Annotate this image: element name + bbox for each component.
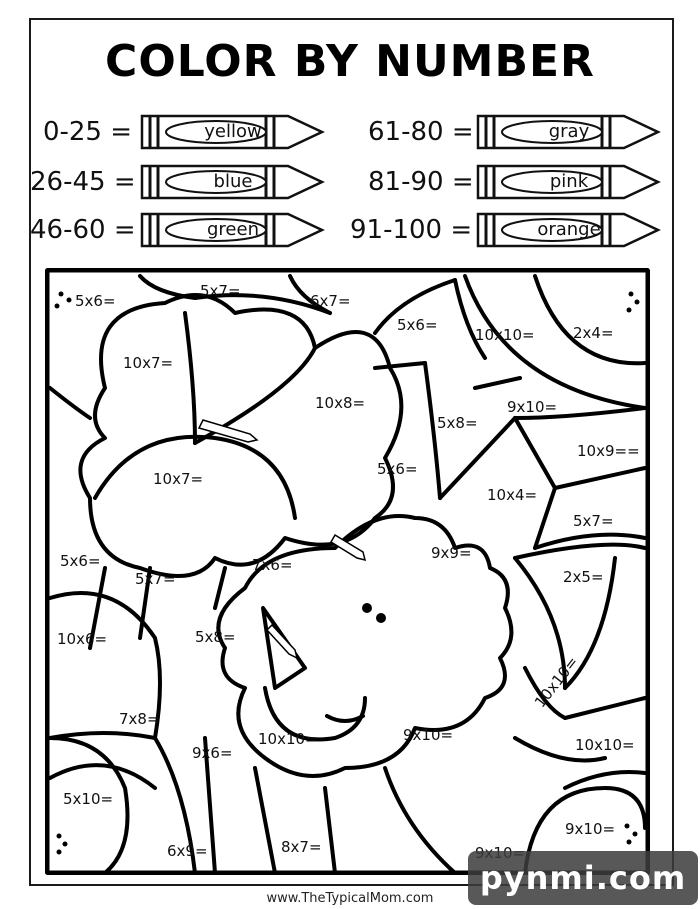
cell-label: 5x7= (200, 282, 241, 300)
cell-label: 10x7= (153, 470, 204, 488)
cell-label: 6x9= (167, 842, 208, 860)
cell-label: 5x6= (397, 316, 438, 334)
site-url: www.TheTypicalMom.com (266, 891, 434, 906)
legend-row (368, 162, 662, 202)
cell-label: 10x6= (57, 630, 108, 648)
cell-label: 10x4= (487, 486, 538, 504)
legend-row (30, 210, 326, 250)
cell-label: 2x4= (573, 324, 614, 342)
cell-label: 5x10= (63, 790, 114, 808)
legend-range: 61-80 = (368, 117, 474, 147)
crayon-icon (138, 210, 326, 250)
cell-label: 10x10= (258, 730, 318, 748)
cell-label: 7x8= (119, 710, 160, 728)
legend-range: 91-100 = (350, 215, 473, 245)
cell-label: 10x8= (315, 394, 366, 412)
cell-label: 9x10= (403, 726, 454, 744)
cell-label: 5x7= (573, 512, 614, 530)
cell-label: 5x6= (60, 552, 101, 570)
cell-label: 5x8= (195, 628, 236, 646)
cell-label: 5x8= (437, 414, 478, 432)
crayon-icon (138, 112, 326, 152)
cell-label: 7x6= (252, 556, 293, 574)
crayon-label: green (207, 219, 259, 240)
cell-label: 5x6= (377, 460, 418, 478)
legend-row (42, 112, 326, 152)
crayon-label: blue (213, 171, 253, 192)
cell-label: 8x7= (281, 838, 322, 856)
crayon-icon (138, 162, 326, 202)
legend-range: 26-45 = (30, 167, 136, 197)
crayon-label: pink (549, 171, 589, 192)
crayon-label: yellow (204, 121, 262, 142)
cell-label: 9x9= (431, 544, 472, 562)
legend-range: 81-90 = (368, 167, 474, 197)
crayon-label: gray (548, 121, 590, 142)
watermark-logo: pynmi.com (468, 851, 698, 905)
legend-row (350, 210, 662, 250)
crayon-icon (474, 210, 662, 250)
cell-label: 2x5= (563, 568, 604, 586)
cell-label: 9x10= (565, 820, 616, 838)
crayon-label: orange (537, 219, 601, 240)
cell-label: 10x10= (475, 326, 535, 344)
cell-label: 10x7= (123, 354, 174, 372)
cell-label: 6x7= (310, 292, 351, 310)
coloring-picture (45, 268, 650, 875)
cell-label: 10x10= (575, 736, 635, 754)
page-title: COLOR BY NUMBER (105, 36, 595, 87)
legend-row (368, 112, 662, 152)
legend-row (30, 162, 326, 202)
cell-label: 9x6= (192, 744, 233, 762)
cell-label: 10x9== (577, 442, 640, 460)
legend-range: 0-25 = (42, 117, 132, 147)
crayon-icon (474, 112, 662, 152)
cell-label: 9x10= (507, 398, 558, 416)
crayon-icon (474, 162, 662, 202)
cell-label: 10x10= (531, 653, 582, 712)
cell-label: 5x7= (135, 570, 176, 588)
legend-range: 46-60 = (30, 215, 136, 245)
cell-label: 5x6= (75, 292, 116, 310)
